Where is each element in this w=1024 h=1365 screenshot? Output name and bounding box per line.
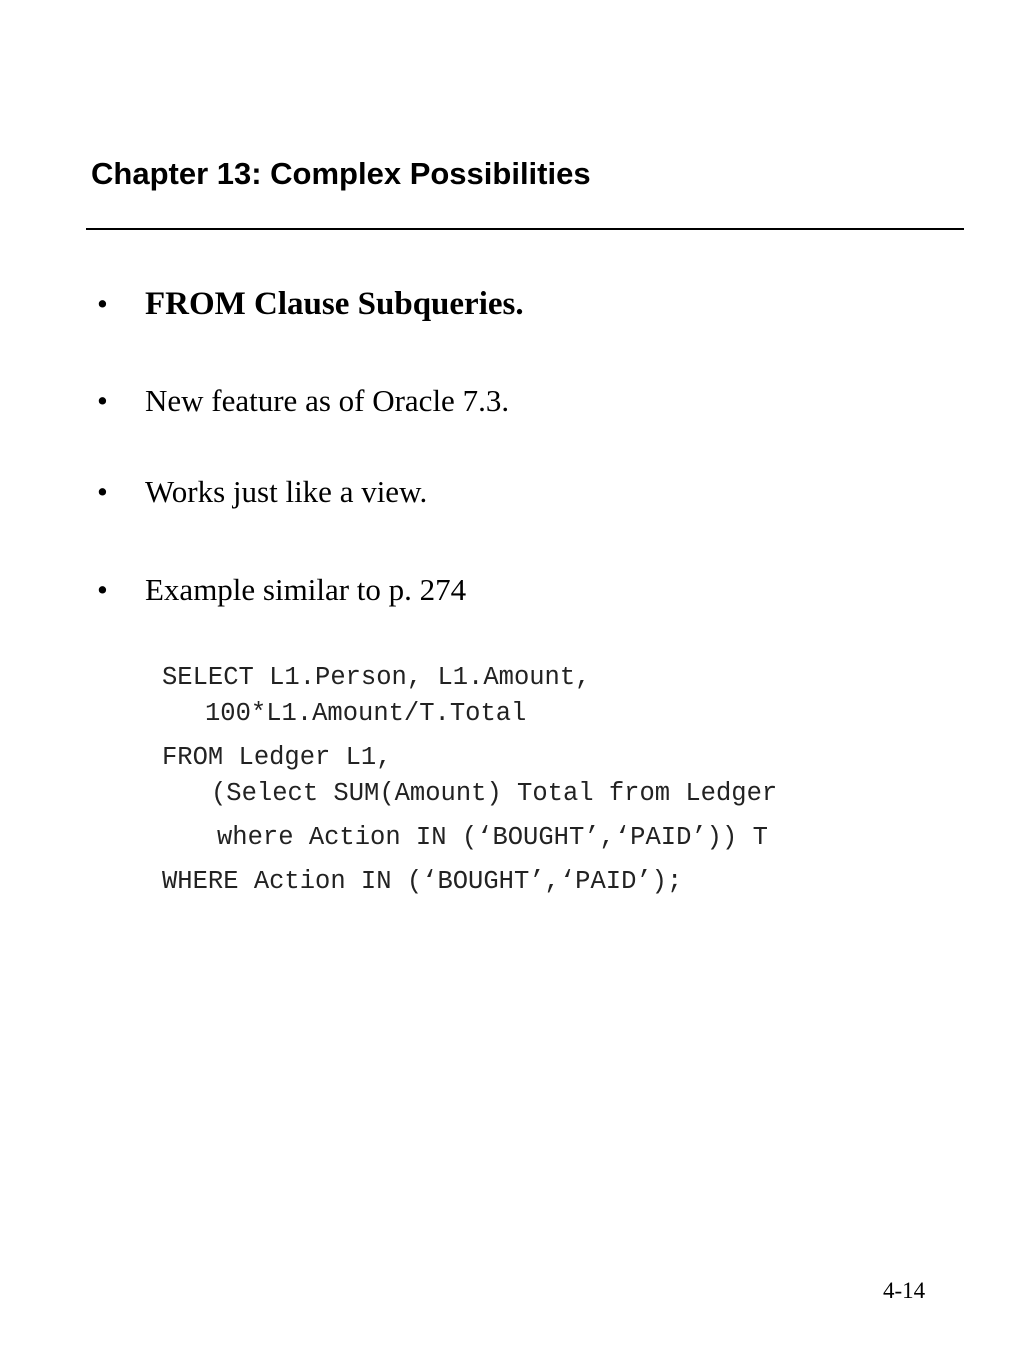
bullet-marker: • bbox=[97, 474, 108, 509]
bullet-text: FROM Clause Subqueries. bbox=[145, 286, 524, 322]
bullet-works-like-view bbox=[97, 472, 427, 512]
code-line: where Action IN (‘BOUGHT’,‘PAID’)) T bbox=[217, 823, 768, 852]
bullet-marker: • bbox=[97, 572, 108, 607]
code-line: SELECT L1.Person, L1.Amount, bbox=[162, 663, 591, 692]
bullet-new-feature bbox=[97, 381, 509, 421]
bullet-marker: • bbox=[97, 383, 108, 418]
bullet-from-clause-subqueries bbox=[97, 284, 524, 324]
code-line: WHERE Action IN (‘BOUGHT’,‘PAID’); bbox=[162, 867, 683, 896]
bullet-example bbox=[97, 570, 466, 610]
code-line: (Select SUM(Amount) Total from Ledger bbox=[211, 779, 778, 808]
code-line: 100*L1.Amount/T.Total bbox=[205, 699, 527, 728]
slide-title: Chapter 13: Complex Possibilities bbox=[91, 156, 591, 191]
code-line: FROM Ledger L1, bbox=[162, 743, 392, 772]
bullet-marker: • bbox=[97, 286, 108, 321]
page-number: 4-14 bbox=[883, 1278, 926, 1303]
bullet-text: Works just like a view. bbox=[145, 474, 428, 509]
bullet-text: New feature as of Oracle 7.3. bbox=[145, 383, 510, 418]
bullet-text: Example similar to p. 274 bbox=[145, 572, 467, 607]
title-divider bbox=[86, 228, 964, 230]
